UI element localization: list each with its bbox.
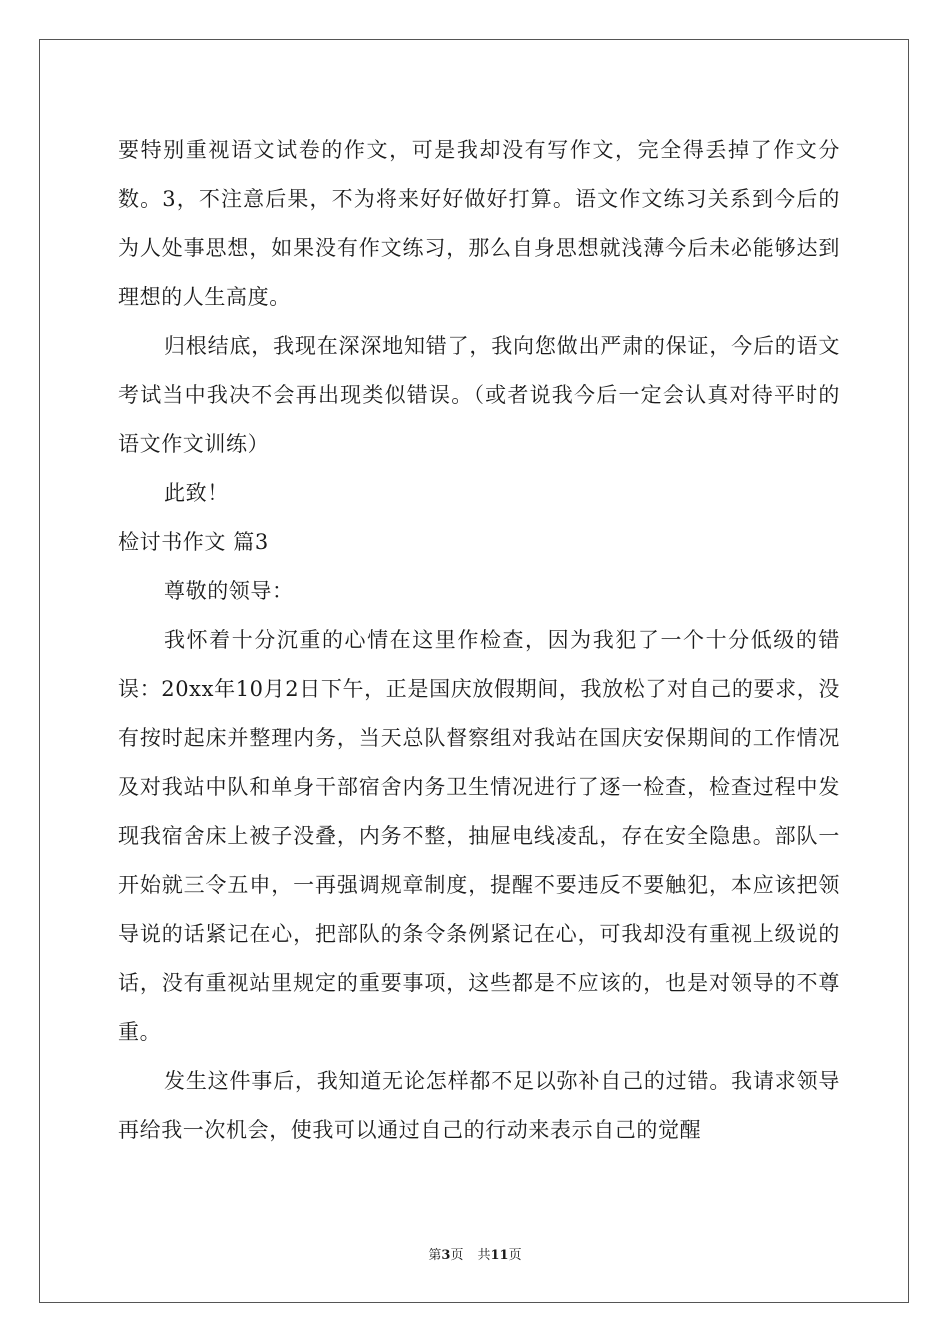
paragraph-continuation: 要特别重视语文试卷的作文，可是我却没有写作文，完全得丢掉了作文分数。3，不注意后果，不为将来好好做好打算。语文作文练习关系到今后的为人处事思想，如果没有作文练习，那么自身思想就浅薄今后未必能够达到理想的人生高度。	[118, 138, 840, 309]
footer-page-suffix: 页	[450, 1248, 464, 1263]
footer-page-prefix: 第	[428, 1248, 442, 1263]
document-body	[118, 126, 840, 1155]
paragraph-body-2: 发生这件事后，我知道无论怎样都不足以弥补自己的过错。我请求领导再给我一次机会，使我可以通过自己的行动来表示自己的觉醒	[118, 1069, 840, 1142]
footer-page-number: 3	[441, 1248, 451, 1263]
paragraph-greeting: 尊敬的领导：	[164, 579, 294, 603]
footer-total-suffix: 页	[508, 1248, 522, 1263]
section-heading: 检讨书作文 篇3	[118, 530, 269, 554]
paragraph-conclusion: 归根结底，我现在深深地知错了，我向您做出严肃的保证，今后的语文考试当中我决不会再出现类似错误。（或者说我今后一定会认真对待平时的语文作文训练）	[118, 334, 840, 456]
page-footer	[0, 1244, 950, 1263]
paragraph-salutation-closing: 此致！	[164, 481, 229, 505]
footer-total-prefix: 共	[477, 1248, 491, 1263]
paragraph-body-1: 我怀着十分沉重的心情在这里作检查，因为我犯了一个十分低级的错误：20xx年10月2日下午，正是国庆放假期间，我放松了对自己的要求，没有按时起床并整理内务，当天总队督察组对我站在国庆安保期间的工作情况及对我站中队和单身干部宿舍内务卫生情况进行了逐一检查，检查过程中发现我宿舍床上被子没叠，内务不整，抽屉电线凌乱，存在安全隐患。部队一开始就三令五申，一再强调规章制度，提醒不要违反不要触犯，本应该把领导说的话紧记在心，把部队的条令条例紧记在心，可我却没有重视上级说的话，没有重视站里规定的重要事项，这些都是不应该的，也是对领导的不尊重。	[118, 628, 840, 1044]
footer-total-number: 11	[490, 1248, 509, 1263]
